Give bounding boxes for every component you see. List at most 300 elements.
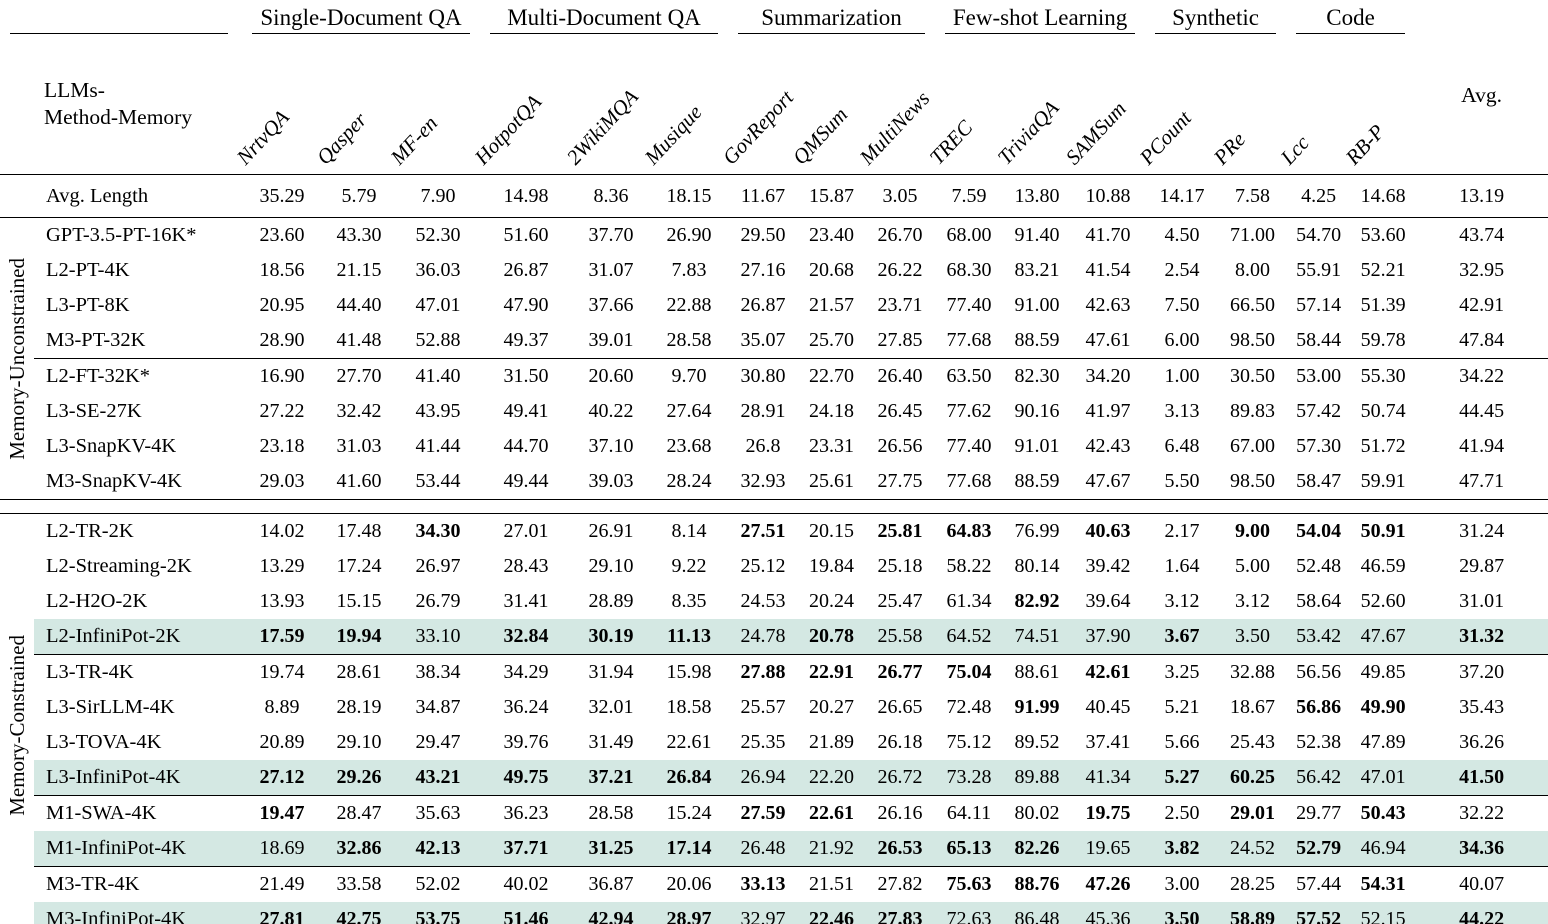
score-cell: 14.02 [259, 520, 305, 542]
score-cell: 36.23 [503, 802, 549, 824]
score-cell: 30.80 [740, 365, 786, 387]
score-cell: 51.60 [503, 224, 549, 246]
score-cell: 55.91 [1296, 259, 1342, 281]
score-cell: 50.91 [1360, 520, 1406, 542]
table-row-l2-infinipot-2k [0, 619, 1548, 655]
score-cell: 30.50 [1230, 365, 1276, 387]
score-cell: 23.18 [259, 435, 305, 457]
score-cell: 27.85 [865, 323, 935, 359]
score-cell: 17.48 [336, 520, 382, 542]
score-cell: 27.81 [242, 902, 322, 924]
score-cell: 41.60 [336, 470, 382, 492]
score-cell: 73.28 [935, 760, 1003, 796]
method-label: M3-PT-32K [34, 323, 242, 359]
column-header-cell-qasper [311, 34, 396, 175]
score-cell: 37.90 [1071, 619, 1145, 655]
score-cell: 30.19 [572, 619, 650, 655]
score-cell: 74.51 [1003, 619, 1071, 655]
score-cell: 47.90 [503, 294, 549, 316]
group-multi-doc-qa [480, 0, 728, 34]
score-cell: 7.83 [671, 259, 707, 281]
score-cell: 21.57 [809, 294, 855, 316]
score-cell: 22.61 [666, 731, 712, 753]
score-cell: 29.03 [259, 470, 305, 492]
score-cell: 43.30 [336, 224, 382, 246]
score-cell: 15.24 [666, 802, 712, 824]
score-cell: 39.42 [1085, 555, 1131, 577]
table-row-l3-sirllm-4k [0, 690, 1548, 725]
score-cell: 40.22 [588, 400, 634, 422]
score-cell: 49.37 [480, 323, 572, 359]
method-label: L3-TR-4K [46, 661, 134, 683]
score-cell: 8.14 [671, 520, 707, 542]
table-row-l2-ft-32k [0, 359, 1548, 395]
group-code-label: Code [1296, 5, 1405, 34]
score-cell: 51.39 [1360, 294, 1406, 316]
method-label: L3-PT-8K [46, 294, 130, 316]
score-cell: 60.25 [1219, 760, 1286, 796]
score-cell: 44.40 [336, 294, 382, 316]
score-cell: 5.50 [1164, 470, 1200, 492]
score-cell: 37.70 [588, 224, 634, 246]
score-cell: 28.19 [336, 696, 382, 718]
column-header-pre: PRe [1208, 127, 1251, 170]
score-cell: 36.87 [588, 873, 634, 895]
score-cell: 39.76 [503, 731, 549, 753]
score-cell: 22.91 [809, 661, 855, 683]
score-cell: 15.98 [666, 661, 712, 683]
score-cell: 17.24 [336, 555, 382, 577]
column-header-trec: TREC [924, 115, 978, 170]
score-cell: 28.89 [588, 590, 634, 612]
score-cell: 25.35 [740, 731, 786, 753]
score-cell: 4.50 [1164, 224, 1200, 246]
score-cell: 40.07 [1459, 873, 1505, 895]
method-label: M3-SnapKV-4K [46, 470, 182, 492]
group-synthetic-label: Synthetic [1155, 5, 1276, 34]
score-cell: 41.34 [1071, 760, 1145, 796]
score-cell: 47.84 [1415, 323, 1548, 359]
score-cell: 64.11 [946, 802, 992, 824]
score-cell: 20.89 [259, 731, 305, 753]
group-few-shot-label: Few-shot Learning [945, 5, 1135, 34]
score-cell: 3.00 [1164, 873, 1200, 895]
score-cell: 19.65 [1071, 831, 1145, 867]
score-cell: 34.36 [1415, 831, 1548, 867]
avg-length-row [0, 175, 1548, 218]
score-cell: 57.14 [1296, 294, 1342, 316]
score-cell: 18.67 [1230, 696, 1276, 718]
score-cell: 49.44 [503, 470, 549, 492]
score-cell: 41.50 [1415, 760, 1548, 796]
score-cell: 57.42 [1296, 400, 1342, 422]
table-row-l2-pt-4k [0, 253, 1548, 288]
score-cell: 1.00 [1164, 365, 1200, 387]
score-cell: 6.48 [1164, 435, 1200, 457]
score-cell: 91.40 [1014, 224, 1060, 246]
score-cell: 25.61 [809, 470, 855, 492]
score-cell: 50.74 [1360, 400, 1406, 422]
score-cell: 40.45 [1085, 696, 1131, 718]
score-cell: 58.64 [1296, 590, 1342, 612]
score-cell: 32.22 [1459, 802, 1505, 824]
group-summarization [728, 0, 935, 34]
method-label: L3-InfiniPot-4K [34, 760, 242, 796]
group-few-shot [935, 0, 1145, 34]
score-cell: 5.00 [1235, 555, 1271, 577]
score-cell: 21.49 [259, 873, 305, 895]
row-label-overline-cell [0, 0, 242, 34]
column-header-nrtvqa: NrtvQA [231, 105, 294, 170]
column-header-triviaqa: TriviaQA [992, 95, 1064, 170]
score-cell: 4.25 [1286, 175, 1351, 218]
column-header-cell-hotpotqa [469, 34, 572, 175]
score-cell: 3.13 [1164, 400, 1200, 422]
table-row-m1-swa-4k [0, 796, 1548, 832]
score-cell: 37.10 [588, 435, 634, 457]
score-cell: 80.02 [1014, 802, 1060, 824]
score-cell: 49.41 [503, 400, 549, 422]
score-cell: 77.68 [946, 470, 992, 492]
score-cell: 20.78 [798, 619, 865, 655]
score-cell: 75.04 [946, 661, 992, 683]
method-label: L3-TOVA-4K [46, 731, 162, 753]
score-cell: 8.35 [671, 590, 707, 612]
section-divider [0, 500, 1548, 514]
score-cell: 31.94 [588, 661, 634, 683]
method-label: L3-SE-27K [46, 400, 142, 422]
score-cell: 8.36 [572, 175, 650, 218]
score-cell: 58.47 [1296, 470, 1342, 492]
score-cell: 52.30 [415, 224, 461, 246]
score-cell: 7.90 [396, 175, 480, 218]
score-cell: 25.57 [740, 696, 786, 718]
score-cell: 82.26 [1003, 831, 1071, 867]
table-row-gpt-3-5-pt-16k [0, 218, 1548, 254]
column-header-lcc: Lcc [1275, 130, 1315, 170]
score-cell: 35.43 [1459, 696, 1505, 718]
score-cell: 34.30 [415, 520, 461, 542]
score-cell: 24.52 [1219, 831, 1286, 867]
score-cell: 28.58 [588, 802, 634, 824]
score-cell: 16.90 [259, 365, 305, 387]
score-cell: 26.48 [728, 831, 798, 867]
score-cell: 53.00 [1296, 365, 1342, 387]
score-cell: 47.67 [1351, 619, 1415, 655]
score-cell: 15.15 [336, 590, 382, 612]
score-cell: 52.15 [1351, 902, 1415, 924]
score-cell: 13.80 [1003, 175, 1071, 218]
score-cell: 35.63 [415, 802, 461, 824]
score-cell: 21.89 [809, 731, 855, 753]
score-cell: 25.81 [877, 520, 923, 542]
score-cell: 21.15 [336, 259, 382, 281]
score-cell: 19.75 [1085, 802, 1131, 824]
score-cell: 24.53 [740, 590, 786, 612]
score-cell: 23.60 [259, 224, 305, 246]
score-cell: 27.64 [666, 400, 712, 422]
score-cell: 26.84 [650, 760, 728, 796]
score-cell: 19.47 [259, 802, 305, 824]
score-cell: 29.10 [588, 555, 634, 577]
score-cell: 26.65 [877, 696, 923, 718]
score-cell: 32.84 [480, 619, 572, 655]
score-cell: 21.92 [798, 831, 865, 867]
score-cell: 21.51 [809, 873, 855, 895]
score-cell: 77.40 [946, 294, 992, 316]
section-side-cell [0, 514, 34, 924]
score-cell: 31.49 [588, 731, 634, 753]
score-cell: 53.44 [415, 470, 461, 492]
score-cell: 28.24 [666, 470, 712, 492]
score-cell: 32.88 [1230, 661, 1276, 683]
score-cell: 47.71 [1459, 470, 1505, 492]
score-cell: 26.22 [877, 259, 923, 281]
score-cell: 40.63 [1085, 520, 1131, 542]
score-cell: 47.67 [1085, 470, 1131, 492]
score-cell: 42.61 [1085, 661, 1131, 683]
score-cell: 39.01 [572, 323, 650, 359]
score-cell: 54.70 [1296, 224, 1342, 246]
method-label: L3-SirLLM-4K [46, 696, 175, 718]
method-label: L2-H2O-2K [46, 590, 148, 612]
score-cell: 41.97 [1085, 400, 1131, 422]
side-spacer [0, 175, 34, 218]
score-cell: 98.50 [1230, 470, 1276, 492]
score-cell: 25.43 [1230, 731, 1276, 753]
table-row-m3-snapkv-4k [0, 464, 1548, 500]
score-cell: 20.06 [666, 873, 712, 895]
score-cell: 29.50 [740, 224, 786, 246]
score-cell: 31.50 [503, 365, 549, 387]
score-cell: 25.70 [798, 323, 865, 359]
score-cell: 58.44 [1286, 323, 1351, 359]
score-cell: 22.46 [798, 902, 865, 924]
score-cell: 59.91 [1360, 470, 1406, 492]
score-cell: 28.58 [650, 323, 728, 359]
table-row-l2-h2o-2k [0, 584, 1548, 619]
score-cell: 3.25 [1164, 661, 1200, 683]
column-header-qasper: Qasper [311, 107, 372, 170]
group-code [1286, 0, 1415, 34]
score-cell: 7.58 [1219, 175, 1286, 218]
group-single-doc-qa [242, 0, 480, 34]
table-row-l3-tr-4k [0, 655, 1548, 691]
score-cell: 32.97 [728, 902, 798, 924]
group-summarization-label: Summarization [738, 5, 925, 34]
score-cell: 36.26 [1459, 731, 1505, 753]
score-cell: 98.50 [1219, 323, 1286, 359]
score-cell: 37.20 [1459, 661, 1505, 683]
method-label: L2-Streaming-2K [46, 555, 192, 577]
group-multi-doc-qa-label: Multi-Document QA [490, 5, 718, 34]
score-cell: 26.87 [503, 259, 549, 281]
column-header-cell-samsum [1060, 34, 1145, 175]
score-cell: 52.79 [1286, 831, 1351, 867]
score-cell: 91.99 [1014, 696, 1060, 718]
score-cell: 5.79 [322, 175, 396, 218]
score-cell: 29.87 [1459, 555, 1505, 577]
score-cell: 18.56 [259, 259, 305, 281]
score-cell: 31.41 [503, 590, 549, 612]
table-row-l2-tr-2k [0, 514, 1548, 550]
score-cell: 57.52 [1286, 902, 1351, 924]
score-cell: 34.22 [1459, 365, 1505, 387]
score-cell: 90.16 [1014, 400, 1060, 422]
score-cell: 68.30 [946, 259, 992, 281]
table-row-l3-snapkv-4k [0, 429, 1548, 464]
score-cell: 34.20 [1085, 365, 1131, 387]
score-cell: 27.12 [242, 760, 322, 796]
score-cell: 43.74 [1459, 224, 1505, 246]
score-cell: 26.53 [865, 831, 935, 867]
method-label: L2-InfiniPot-2K [34, 619, 242, 655]
column-header-qmsum: QMSum [787, 102, 853, 170]
score-cell: 26.45 [877, 400, 923, 422]
score-cell: 22.61 [809, 802, 855, 824]
score-cell: 3.05 [865, 175, 935, 218]
column-header-cell-musique [639, 34, 728, 175]
score-cell: 28.25 [1230, 873, 1276, 895]
score-cell: 17.59 [242, 619, 322, 655]
score-cell: 20.95 [259, 294, 305, 316]
score-cell: 53.42 [1286, 619, 1351, 655]
score-cell: 77.68 [935, 323, 1003, 359]
score-cell: 27.01 [503, 520, 549, 542]
score-cell: 25.12 [740, 555, 786, 577]
score-cell: 46.59 [1360, 555, 1406, 577]
score-cell: 88.61 [1014, 661, 1060, 683]
score-cell: 33.13 [740, 873, 786, 895]
score-cell: 27.16 [740, 259, 786, 281]
score-cell: 22.88 [666, 294, 712, 316]
section-side-cell [0, 218, 34, 500]
score-cell: 29.77 [1296, 802, 1342, 824]
score-cell: 41.40 [415, 365, 461, 387]
group-single-doc-qa-label: Single-Document QA [252, 5, 470, 34]
score-cell: 25.58 [865, 619, 935, 655]
score-cell: 47.01 [415, 294, 461, 316]
score-cell: 42.13 [396, 831, 480, 867]
score-cell: 89.88 [1003, 760, 1071, 796]
score-cell: 7.59 [935, 175, 1003, 218]
group-avg-spacer [1415, 0, 1548, 34]
score-cell: 27.51 [740, 520, 786, 542]
score-cell: 41.94 [1459, 435, 1505, 457]
score-cell: 26.18 [877, 731, 923, 753]
method-label: M3-InfiniPot-4K [34, 902, 242, 924]
method-label: M3-TR-4K [46, 873, 140, 895]
score-cell: 88.76 [1014, 873, 1060, 895]
score-cell: 26.87 [740, 294, 786, 316]
score-cell: 54.31 [1360, 873, 1406, 895]
score-cell: 29.47 [415, 731, 461, 753]
score-cell: 13.19 [1415, 175, 1548, 218]
score-cell: 71.00 [1230, 224, 1276, 246]
score-cell: 26.56 [877, 435, 923, 457]
score-cell: 58.22 [946, 555, 992, 577]
score-cell: 13.93 [259, 590, 305, 612]
column-header-2wikimqa: 2WikiMQA [561, 84, 643, 170]
column-header-rb-p: RB-P [1340, 119, 1390, 170]
score-cell: 14.68 [1351, 175, 1415, 218]
score-cell: 28.43 [503, 555, 549, 577]
score-cell: 82.92 [1014, 590, 1060, 612]
score-cell: 27.82 [877, 873, 923, 895]
table-row-l3-se-27k [0, 394, 1548, 429]
score-cell: 2.54 [1164, 259, 1200, 281]
column-header-cell-rb-p [1340, 34, 1415, 175]
score-cell: 3.50 [1219, 619, 1286, 655]
score-cell: 23.71 [877, 294, 923, 316]
score-cell: 27.59 [740, 802, 786, 824]
score-cell: 26.8 [745, 435, 781, 457]
method-label: M1-InfiniPot-4K [34, 831, 242, 867]
score-cell: 5.66 [1164, 731, 1200, 753]
section-label-memory-unconstrained: Memory-Unconstrained [4, 257, 29, 460]
score-cell: 63.50 [946, 365, 992, 387]
score-cell: 47.89 [1360, 731, 1406, 753]
score-cell: 20.60 [588, 365, 634, 387]
score-cell: 31.01 [1459, 590, 1505, 612]
score-cell: 80.14 [1014, 555, 1060, 577]
score-cell: 42.91 [1459, 294, 1505, 316]
score-cell: 24.18 [809, 400, 855, 422]
score-cell: 26.97 [415, 555, 461, 577]
score-cell: 31.07 [588, 259, 634, 281]
score-cell: 34.29 [503, 661, 549, 683]
score-cell: 67.00 [1230, 435, 1276, 457]
score-cell: 39.64 [1085, 590, 1131, 612]
score-cell: 52.48 [1296, 555, 1342, 577]
method-label: L3-SnapKV-4K [46, 435, 177, 457]
score-cell: 25.47 [877, 590, 923, 612]
score-cell: 32.01 [588, 696, 634, 718]
score-cell: 10.88 [1071, 175, 1145, 218]
column-header-musique: Musique [639, 100, 707, 170]
score-cell: 19.94 [322, 619, 396, 655]
score-cell: 58.89 [1219, 902, 1286, 924]
score-cell: 22.20 [798, 760, 865, 796]
score-cell: 27.83 [865, 902, 935, 924]
score-cell: 41.44 [415, 435, 461, 457]
avg-length-label: Avg. Length [34, 175, 242, 218]
score-cell: 9.70 [671, 365, 707, 387]
score-cell: 20.27 [809, 696, 855, 718]
score-cell: 55.30 [1360, 365, 1406, 387]
score-cell: 91.00 [1014, 294, 1060, 316]
table-row-l2-streaming-2k [0, 549, 1548, 584]
score-cell: 23.31 [809, 435, 855, 457]
score-cell: 32.86 [322, 831, 396, 867]
score-cell: 66.50 [1230, 294, 1276, 316]
score-cell: 6.00 [1145, 323, 1219, 359]
score-cell: 34.87 [415, 696, 461, 718]
score-cell: 20.24 [809, 590, 855, 612]
column-header-cell-2wikimqa [561, 34, 650, 175]
score-cell: 89.52 [1014, 731, 1060, 753]
score-cell: 64.83 [946, 520, 992, 542]
score-cell: 44.45 [1459, 400, 1505, 422]
score-cell: 18.69 [242, 831, 322, 867]
score-cell: 27.75 [877, 470, 923, 492]
row-label-line2: Method-Memory [44, 105, 193, 129]
score-cell: 14.17 [1145, 175, 1219, 218]
score-cell: 40.02 [503, 873, 549, 895]
group-synthetic [1145, 0, 1286, 34]
score-cell: 31.03 [336, 435, 382, 457]
table-row-m1-infinipot-4k [0, 831, 1548, 867]
